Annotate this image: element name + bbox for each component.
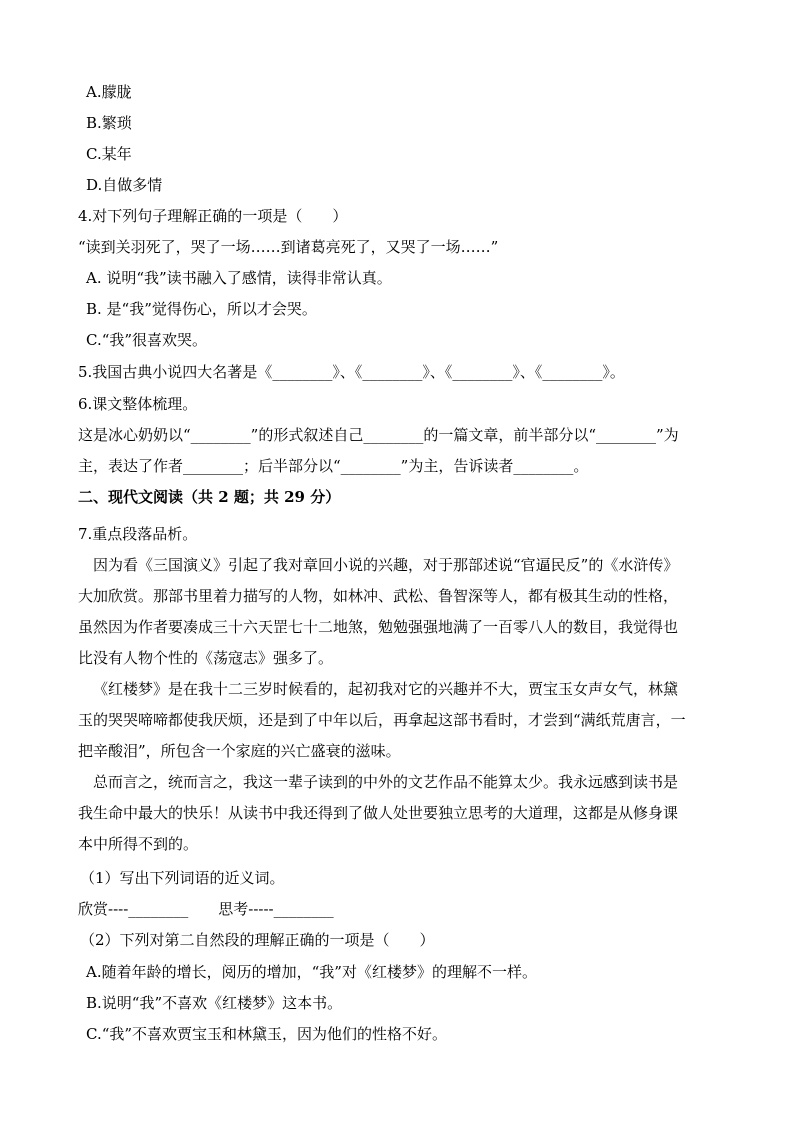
passage-line: 因为看《三国演义》引起了我对章回小说的兴趣，对于那部述说“官逼民反”的《水浒传》 bbox=[93, 556, 679, 574]
passage-line: 总而言之，统而言之，我这一辈子读到的中外的文艺作品不能算太少。我永远感到读书是 bbox=[93, 773, 679, 791]
q6-line-1: 这是冰心奶奶以“________”的形式叙述自己________的一篇文章，前半部分以“________”为 bbox=[78, 426, 679, 444]
q7-sub2-prompt: （2）下列对第二自然段的理解正确的一项是（ ） bbox=[80, 931, 435, 949]
passage-line: 《红楼梦》是在我十二三岁时候看的，起初我对它的兴趣并不大，贾宝玉女声女气，林黛 bbox=[93, 680, 679, 698]
passage-line: 把辛酸泪”，所包含一个家庭的兴亡盛衰的滋味。 bbox=[78, 742, 401, 760]
q7-sub1-prompt: （1）写出下列词语的近义词。 bbox=[80, 869, 285, 887]
passage-line: 玉的哭哭啼啼都使我厌烦，还是到了中年以后，再拿起这部书看时，才尝到“满纸荒唐言，一 bbox=[78, 711, 686, 729]
q3-option-a: A.朦胧 bbox=[86, 83, 132, 101]
q7-sub1-answers: 欣赏----________ 思考-----________ bbox=[78, 900, 334, 918]
passage-line: 本中所得不到的。 bbox=[78, 835, 199, 853]
q7-sub2-option-a: A.随着年龄的增长，阅历的增加，“我”对《红楼梦》的理解不一样。 bbox=[86, 963, 537, 981]
passage-line: 大加欣赏。那部书里着力描写的人物，如林冲、武松、鲁智深等人，都有极其生动的性格， bbox=[78, 587, 679, 605]
passage-line: 比没有人物个性的《荡寇志》强多了。 bbox=[78, 649, 334, 667]
q4-option-b: B. 是“我”觉得伤心，所以才会哭。 bbox=[86, 300, 317, 318]
q3-option-b: B.繁琐 bbox=[86, 114, 132, 132]
q4-stem: 4.对下列句子理解正确的一项是（ ） bbox=[78, 207, 348, 225]
passage-line: 我生命中最大的快乐！从读书中我还得到了做人处世要独立思考的大道理，这都是从修身课 bbox=[78, 804, 679, 822]
q7-sub2-option-b: B.说明“我”不喜欢《红楼梦》这本书。 bbox=[86, 994, 343, 1012]
q6-line-2: 主，表达了作者________；后半部分以“________”为主，告诉读者________。 bbox=[78, 457, 589, 475]
passage-line: 虽然因为作者要凑成三十六天罡七十二地煞，勉勉强强地满了一百零八人的数目，我觉得也 bbox=[78, 618, 679, 636]
q3-option-d: D.自做多情 bbox=[86, 176, 163, 194]
q3-option-c: C.某年 bbox=[86, 145, 132, 163]
q4-option-c: C.“我”很喜欢哭。 bbox=[86, 331, 208, 349]
section-heading: 二、现代文阅读（共 2 题；共 29 分） bbox=[78, 488, 341, 506]
q4-quote: “读到关羽死了，哭了一场……到诸葛亮死了，又哭了一场……” bbox=[78, 238, 499, 256]
q7-title: 7.重点段落品析。 bbox=[78, 525, 198, 543]
q7-sub2-option-c: C.“我”不喜欢贾宝玉和林黛玉，因为他们的性格不好。 bbox=[86, 1025, 448, 1043]
q6-title: 6.课文整体梳理。 bbox=[78, 395, 198, 413]
q4-option-a: A. 说明“我”读书融入了感情，读得非常认真。 bbox=[86, 269, 392, 287]
q5-text: 5.我国古典小说四大名著是《________》、《________》、《________》、《________》。 bbox=[78, 363, 625, 381]
